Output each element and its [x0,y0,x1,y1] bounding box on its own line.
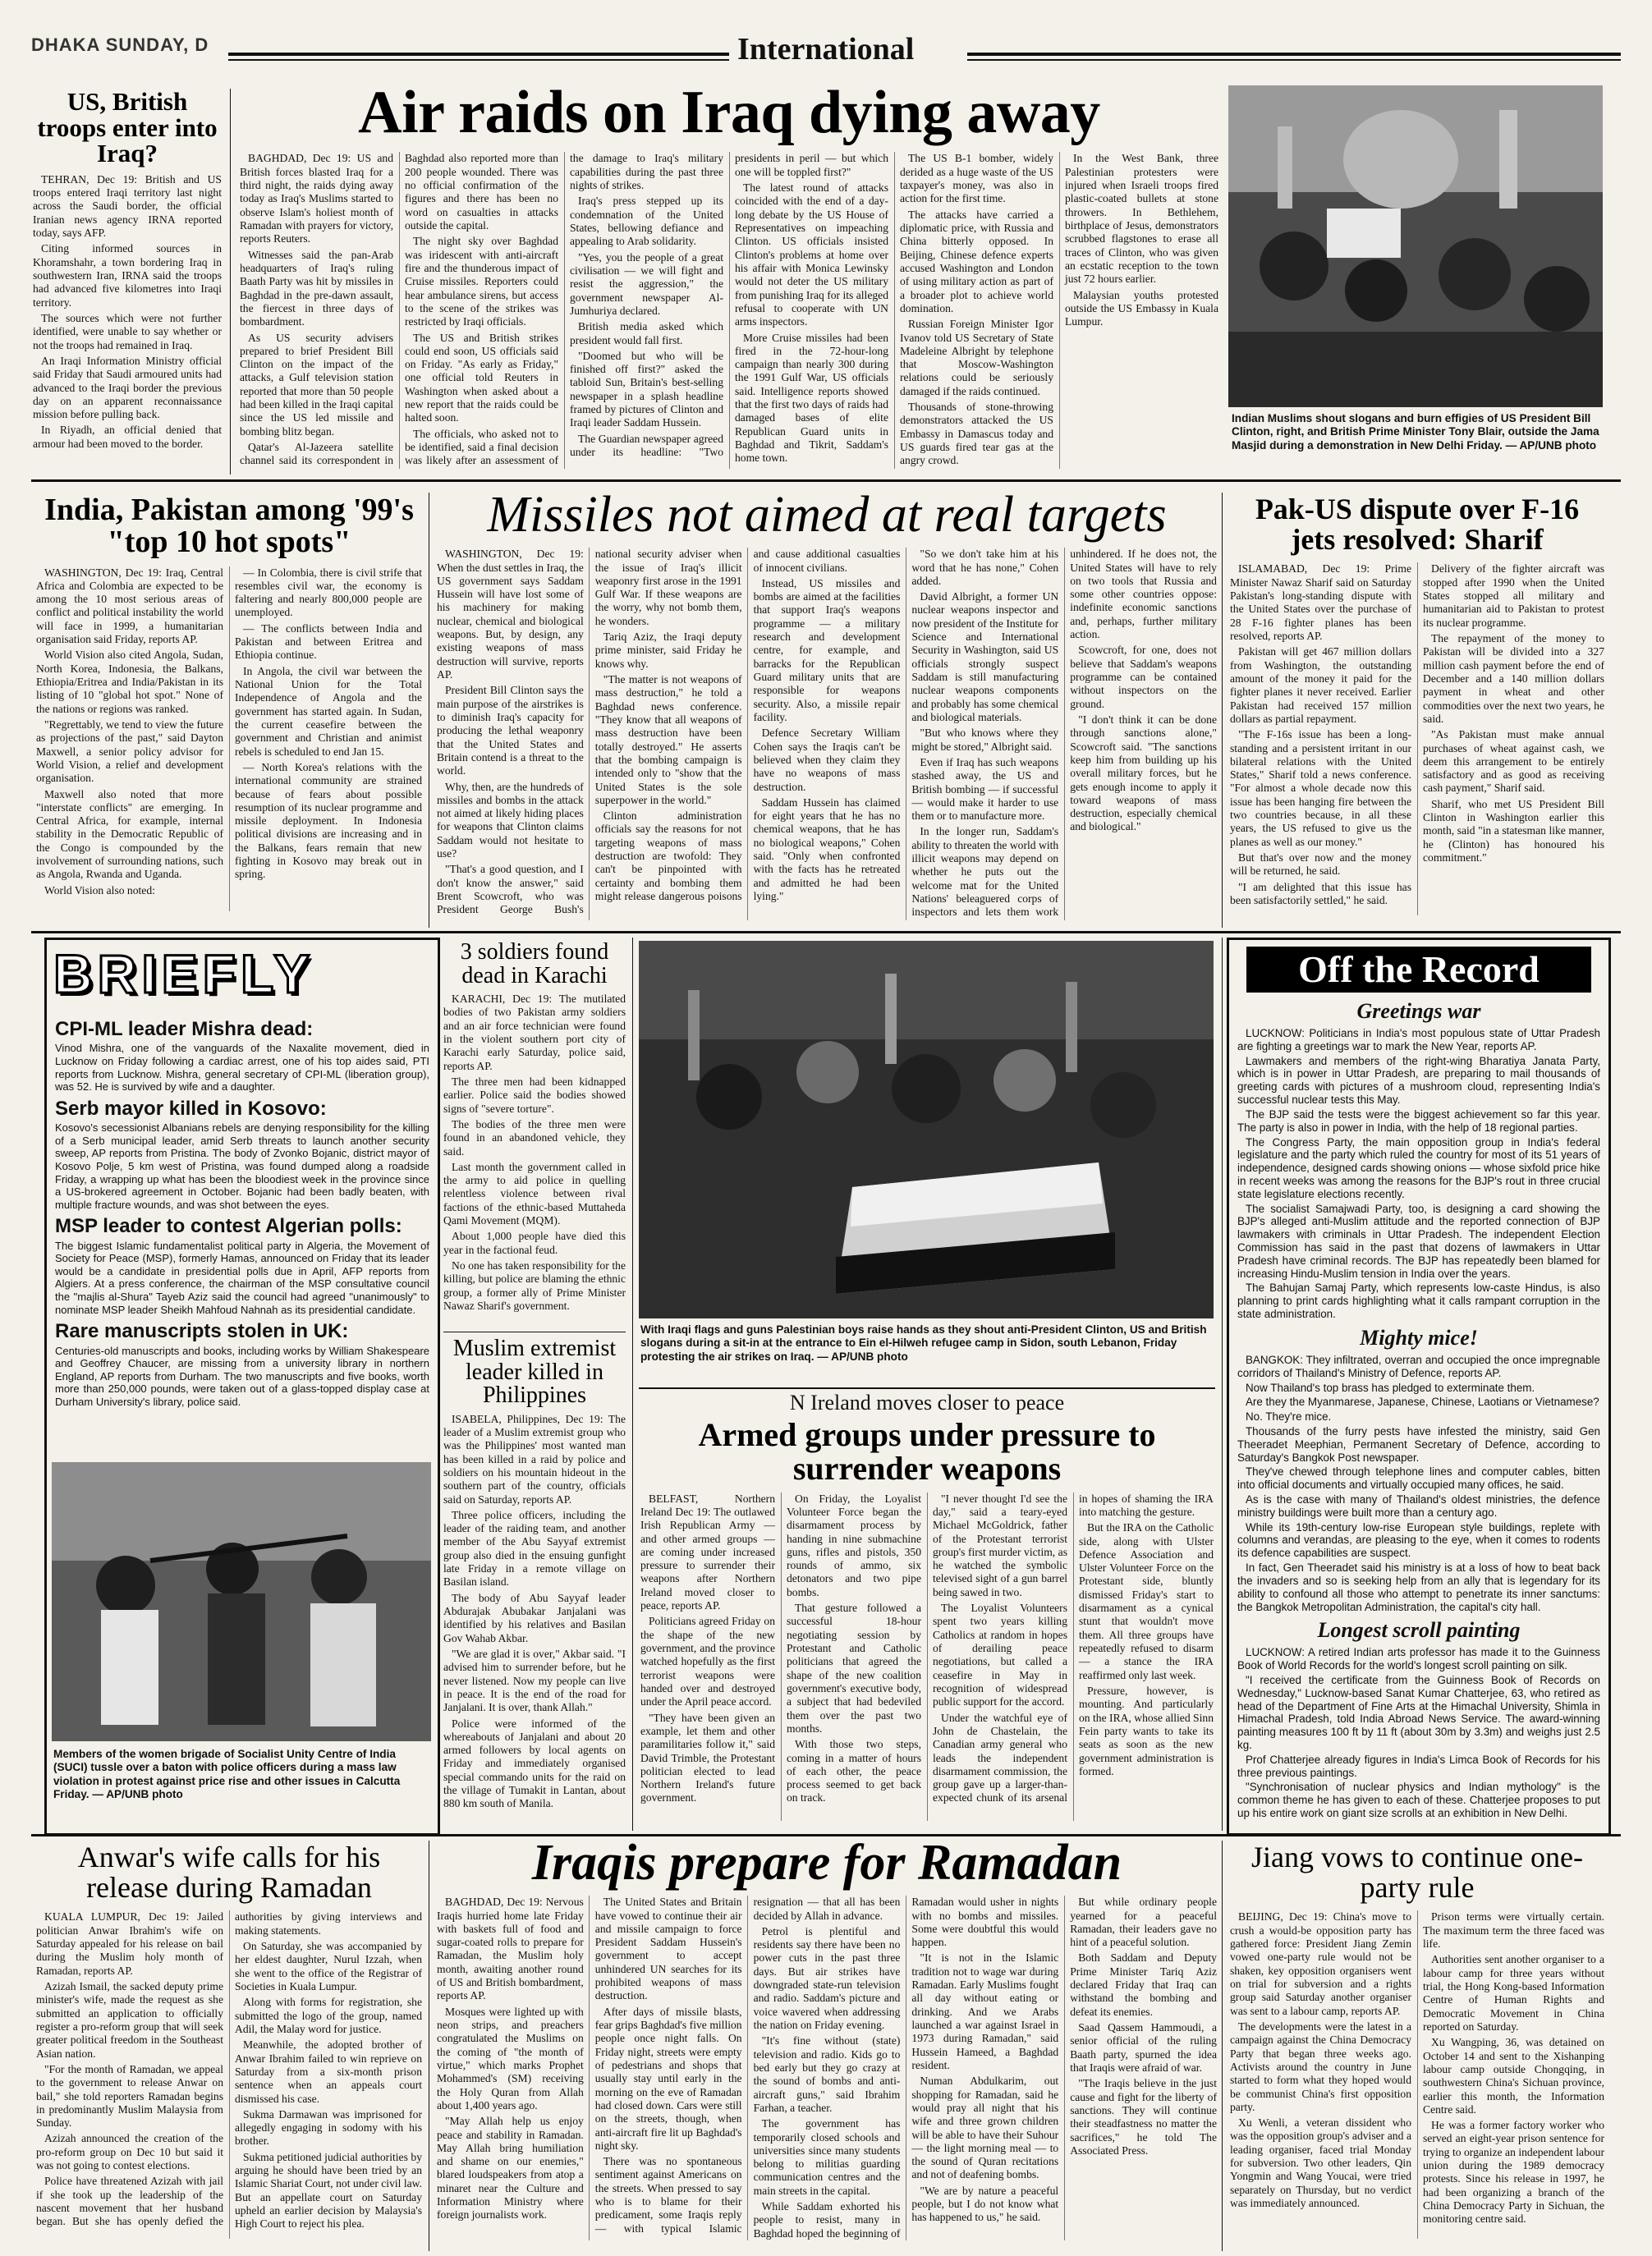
paragraph: BAGHDAD, Dec 19: US and British forces blasted Iraq for a third night, the raids dying away today as Iraq's Muslims started to observe Islam's holiest month of Ramadan with prayers for victory, reports Reuters. [240,152,393,245]
briefly-item-text: The biggest Islamic fundamentalist political party in Algeria, the Movement of Society for Peace (MSP), formerly Hamas, announced on Friday that its leader would be a candidate in presidential polls due in April, AFP reports from Algiers. At a press conference, the chairman of the MSP consultative council the "majlis al-Shura" Tayeb Aziz said the council had agreed "unanimously" to nominate MSP leader Sheikh Mahfoud Nahnah as its presidential candidate. [55,1239,429,1316]
paragraph: The attacks have carried a diplomatic price, with Russia and China bitterly opposed. In Beijing, Chinese defence experts accused Washington and London of using military action as part of a broader plot to achieve world domination. [900,208,1053,314]
paragraph: Malaysian youths protested outside the US Embassy in Kuala Lumpur. [1065,288,1218,328]
paragraph: Iraq's press stepped up its condemnation of the United States, bellowing defiance and appealing to Arab solidarity. [570,195,723,248]
paragraph: — The conflicts between India and Pakistan and between Eritrea and Ethiopia continue. [235,621,422,662]
paragraph: Police have threatened Azizah with jail if she took up the leadership of the nascent movement that her husband began. But she has openly defied the authorities by giving interviews and making statements. [36,1910,422,2228]
paragraph: — In Colombia, there is civil strife that resembles civil war, the economy is faltering and nearly 800,000 people are unemployed. [235,566,422,619]
article-body [437,548,1217,920]
headline: 3 soldiers found dead in Karachi [460,941,609,988]
paragraph: Police were informed of the whereabouts of Janjalani and about 20 armed followers by local agents on Friday and immediately organised special commando units for the raid on the village of Tumakit in Lantan, about 880 km south of Manila. [443,1717,626,1810]
paragraph: The sources which were not further identified, were unable to say whether or not the troops had remained in Iraq. [33,311,222,351]
story-anwar-wife [36,1842,422,2249]
paragraph: Prof Chatterjee already figures in India's Limca Book of Records for his three previous paintings. [1237,1753,1600,1779]
paragraph: With those two steps, coming in a matter of hours of each other, the peace process seemed to get back on track. [787,1738,921,1804]
paragraph: Clinton administration officials say the reasons for not targeting weapons of mass destruction are twofold: They can't be pinpointed with certainty and bombing them might release dangerous poisons and cause additional casualties of innocent civilians. [594,548,901,903]
story-iraqis-ramadan [437,1837,1217,2251]
headline: Armed groups under pressure to surrender weapons [698,1416,1156,1487]
paragraph: Witnesses said the pan-Arab headquarters of Iraq's ruling Baath Party was hit by missiles in Baghdad in the pre-dawn assault, the fiercest in three days of bombardment. [240,248,393,328]
paragraph: The Congress Party, the main opposition group in India's federal legislature and the party which ruled the country for most of its 51 years of independence, designed cards showing onions — whose sixfold price hike in recent weeks was among the reasons for the BJP's rout in three crucial state legislature elections recently. [1237,1135,1600,1200]
off-the-record-subhead: Greetings war [1356,999,1481,1023]
paragraph: "Synchronisation of nuclear physics and Indian mythology" is the common theme he has given to each of these. Chatterjee proposes to put up his entire work on giant size scrolls at an exhibition in New Delhi. [1237,1781,1600,1820]
paragraph: Sharif, who met US President Bill Clinton in Washington earlier this month, said "in a statesman like manner, he (Clinton) has honoured his commitment." [1423,797,1604,864]
paragraph: "The matter is not weapons of mass destruction," he told a Baghdad news conference. "They know that all weapons of mass destruction have been totally destroyed." He asserts that the bombing campaign is intended only to "show that the United States is the sole superpower in the world." [594,673,742,806]
paragraph: "It's fine without (state) television and radio. Kids go to bed early but they go crazy at the sound of bombs and anti-aircraft guns," said Ibrahim Farhan, a teacher. [753,2034,901,2114]
headline: Iraqis prepare for Ramadan [531,1837,1122,1891]
paragraph: In fact, Gen Theeradet said his ministry is at a loss of how to beat back the invaders and so is seeking help from an ally that is legendary for its ability to confound all those who attempt to penetrate its inner sanctums: the Bangkok Metropolitan Administration, the capital's city hall. [1237,1561,1600,1613]
paragraph: World Vision also noted: [44,883,155,896]
paragraph: LUCKNOW: A retired Indian arts professor has made it to the Guinness Book of World Records for the world's longest scroll painting on silk. [1237,1646,1600,1672]
paragraph: TEHRAN, Dec 19: British and US troops entered Iraqi territory last night across the Saudi border, the official Iranian news agency IRNA reported today, says AFP. [33,172,222,240]
paragraph: In the West Bank, three Palestinian protesters were injured when Israeli troops fired plastic-coated bullets at stone throwers. In Bethlehem, birthplace of Jesus, demonstrators scrubbed flagstones to erase all traces of Clinton, who was given an ecstatic reception to the town just 72 hours earlier. [1065,152,1218,286]
paragraph: "So we don't take him at his word that he has none," Cohen added. [911,548,1059,587]
paragraph: Azizah announced the creation of the pro-reform group on Dec 10 but said it was not going to contest elections. [36,2132,223,2172]
photo-palestinian-boys [639,941,1214,1318]
paragraph: Russian Foreign Minister Igor Ivanov told US Secretary of State Madeleine Albright by telephone that Moscow-Washington relations could be seriously damaged if the raids continued. [900,318,1053,397]
paragraph: Sukma Darmawan was imprisoned for allegedly engaging in sodomy with his brother. [235,2107,422,2148]
paragraph: Mosques were lighted up with neon strips, and preachers congratulated the Muslims on the coming of "the month of virtue," which marks Prophet Mohammed's (SM) receiving the Holy Quran from Allah about 1,400 years ago. [437,2005,584,2112]
photo-suci-protest [52,1462,431,1741]
paragraph: "I never thought I'd see the day," said a teary-eyed Michael McGoldrick, father of the Protestant terrorist group's first murder victim, as he watched the symbolic televised sight of a gun barrel being sawed in two. [933,1492,1067,1598]
paragraph: Authorities sent another organiser to a labour camp for three years without trial, the Hong Kong-based Information Centre of Human Rights and Democratic Movement in China reported on Saturday. [1423,1953,1604,2033]
kicker: N Ireland moves closer to peace [789,1391,1065,1415]
section-title: International [737,32,915,66]
paragraph: That gesture followed a successful 18-hour negotiating session by Protestant and Catholic politicians that agreed the shape of the new coalition government's executive body, a subject that had bedeviled them over the past two months. [787,1602,921,1735]
paragraph: In Riyadh, an official denied that armour had been moved to the border. [33,424,222,450]
paragraph: The US B-1 bomber, widely derided as a huge waste of the US taxpayer's money, was also in action for the first time. [900,152,1053,205]
paragraph: Both Saddam and Deputy Prime Minister Tariq Aziz declared Friday that Iraq can withstand the bombing and defeat its enemies. [1070,1951,1217,2018]
paragraph: "But who knows where they might be stored," Albright said. [911,727,1059,753]
story-india-pakistan-hot-spots [36,494,422,929]
paragraph: Along with forms for registration, she submitted the logo of the group, named Adil, the Malay word for justice. [235,1996,422,2035]
paragraph: Last month the government called in the army to aid police in quelling relentless violence between rival factions of the ethnic-based Muttaheda Qami Movement (MQM). [443,1160,626,1227]
paragraph: "It is not in the Islamic tradition not to wage war during Ramadan. Early Muslims fought all day without eating or drinking. And we Arabs launched a war against Israel in 1973 during Ramadan," said Hussein Hameed, a Baghdad resident. [911,1951,1059,2071]
headline: Pak-US dispute over F-16 jets resolved: Sharif [1255,494,1580,556]
briefly-item-headline: CPI-ML leader Mishra dead: [55,1018,314,1040]
paragraph: Delivery of the fighter aircraft was stopped after 1990 when the United States stopped all military and humanitarian aid to Pakistan to protest its nuclear programme. [1423,562,1604,629]
paragraph: Lawmakers and members of the right-wing Bharatiya Janata Party, which is in power in Uttar Pradesh, are preparing to mail thousands of greeting cards with pictures of a mushroom cloud, representing India's successful nuclear tests this May. [1237,1054,1600,1107]
paragraph: Now Thailand's top brass has pledged to exterminate them. [1246,1381,1535,1394]
headline: Jiang vows to continue one-party rule [1251,1842,1583,1904]
paragraph: As is the case with many of Thailand's oldest ministries, the defence ministry buildings were built more than a century ago. [1237,1493,1600,1519]
paragraph: Qatar's Al-Jazeera satellite channel said its correspondent in Baghdad also reported more than 200 people wounded. There was no official confirmation of the figures and there has been no word on casualties in attacks outside the capital. [240,152,558,467]
paragraph: "The Iraqis believe in the just cause and fight for the liberty of sanctions. They will continue their steadfastness no matter the sacrifices," he told The Associated Press. [1070,2077,1217,2157]
paragraph: The Guardian newspaper agreed under its headline: "Two presidents in peril — but which one will be toppled first?" [570,152,888,459]
paragraph: World Vision also cited Angola, Sudan, North Korea, Indonesia, the Balkans, Ethiopia/Eritrea and India/Pakistan in its listing of 10 "global hot spot." None of the nations or regions was ranked. [36,649,223,715]
headline: Anwar's wife calls for his release during Ramadan [77,1842,381,1904]
article-body [1230,562,1604,915]
paragraph: In Angola, the civil war between the National Union for the Total Independence of Angola and the government has started again. In Sudan, the current ceasefire between the government and Christian and animist rebels is scheduled to end Jan 15. [235,664,422,758]
paragraph: Pakistan will get 467 million dollars from Washington, the outstanding amount of the money it paid for the fighter planes it never received. Earlier Pakistan had received 157 million dollars as partial repayment. [1230,645,1411,725]
paragraph: ISABELA, Philippines, Dec 19: The leader of a Muslim extremist group who was the Philippines' most wanted man has been killed in a raid by police and soldiers on his mountain hideout in the southern part of the country, officials said on Saturday, reports AP. [443,1412,626,1506]
photo-caption: Indian Muslims shout slogans and burn effigies of US President Bill Clinton, right, and British Prime Minister Tony Blair, outside the Jama Masjid during a demonstration in New Delhi Friday. — AP/UNB photo [1232,412,1599,452]
paragraph: The BJP said the tests were the biggest achievement so far this year. The party is also in power in India, with the help of 18 regional parties. [1237,1107,1600,1134]
paragraph: No one has taken responsibility for the killing, but police are blaming the ethnic group, a former ally of Prime Minister Nawaz Sharif's government. [443,1259,626,1312]
paragraph: "May Allah help us enjoy peace and stability in Ramadan. May Allah bring humiliation and shame on our enemies," blared loudspeakers from atop a minaret near the Culture and Information Ministry where foreign journalists work. [437,2115,584,2222]
paragraph: "They have been given an example, let them and other paramilitaries follow it," said David Trimble, the Protestant politician elected to lead Northern Ireland's future government. [640,1711,775,1804]
article-body [36,1910,422,2239]
paragraph: The bodies of the three men were found in an abandoned vehicle, they said. [443,1117,626,1158]
headline: Muslim extremist leader killed in Philippines [452,1336,617,1409]
paragraph: But while ordinary people yearned for a peaceful Ramadan, their leaders gave no hint of a peaceful solution. [1070,1896,1217,1949]
paragraph: "As Pakistan must make annual purchases of wheat against cash, we deem this arrangement to be entirely satisfactory and as good as receiving cash payment," Sharif said. [1423,728,1604,795]
article-body [240,152,1218,469]
paragraph: WASHINGTON, Dec 19: When the dust settles in Iraq, the US government says Saddam Hussein will have lost some of his machinery for making nuclear, chemical and biological weapons. But, by design, any existing weapons of mass destruction will survive, reports AP. [437,548,584,681]
story-pak-us-f16 [1230,494,1604,929]
paragraph: Meanwhile, the adopted brother of Anwar Ibrahim failed to win reprieve on Saturday from a six-month prison sentence when an appeals court dismissed his case. [235,2038,422,2105]
paragraph: KARACHI, Dec 19: The mutilated bodies of two Pakistan army soldiers and an air force technician were found in the violent southern port city of Karachi early Saturday, police said, reports AP. [443,993,626,1072]
article-body [1230,1910,1604,2239]
paragraph: The US and British strikes could end soon, US officials said on Friday. "As early as Friday," one official told Reuters in Washington when asked about a new report that the raids could be halted soon. [405,331,558,424]
paragraph: Citing informed sources in Khoramshahr, a town bordering Iraq in southwestern Iran, IRNA said the troops had advanced five kilometres into Iraqi territory. [33,242,222,309]
paragraph: BELFAST, Northern Ireland Dec 19: The outlawed Irish Republican Army — and other armed groups — are coming under increased pressure to surrender their weapons after Northern Ireland moved closer to peace, reports AP. [640,1492,775,1612]
paragraph: As US security advisers prepared to brief President Bill Clinton on the impact of the attacks, a Gulf television station reported that more than 50 people had been killed in the Iraqi capital since the US led missile and bombing blitz began. [240,331,393,438]
paragraph: "For the month of Ramadan, we appeal to the government to release Anwar on bail," she told reporters Ramadan begins in predominantly Muslim Malaysia from Sunday. [36,2062,223,2130]
paragraph: The United States and Britain have vowed to continue their air and missile campaign to force President Saddam Hussein's government to accept unhindered UN searches for its prohibited weapons of mass destruction. [594,1896,742,2002]
article-body [33,173,222,451]
briefly-box [44,938,440,1836]
paragraph: The developments were the latest in a campaign against the China Democracy Party that began three weeks ago. Activists around the country in June started to form what they hoped would be communist China's first opposition party. [1230,2020,1411,2113]
story-missiles-not-aimed [437,489,1217,929]
story-philippines-leader [443,1332,626,1832]
paragraph: BAGHDAD, Dec 19: Nervous Iraqis hurried home late Friday with baskets full of food and sugar-coated rolls to prepare for Ramadan, the Muslim holy month, awaiting another round of US and British bombardment, reports AP. [437,1896,584,2002]
article-body [443,1413,626,1811]
paragraph: The latest round of attacks coincided with the end of a day-long debate by the US House of Representatives on impeaching Clinton. US officials insisted Clinton's problems at home over his affair with Monica Lewinsky would not deter the US military from punishing Iraq for its alleged refusal to cooperate with UN arms inspectors. [735,181,888,328]
article-body [443,993,626,1313]
photo-caption: Members of the women brigade of Socialist Unity Centre of India (SUCI) tussle over a baton with police officers during a mass law violation in protest against price rise and other issues in Calcutta Friday. — AP/UNB photo [53,1748,401,1800]
story-n-ireland-weapons [640,1391,1214,1832]
masthead [31,31,1621,79]
off-the-record-items [1229,993,1608,1820]
paragraph: The Loyalist Volunteers spent two years killing Catholics at random in hopes of derailing peace negotiations, but called a ceasefire in May in recognition of widespread public support for the accord. [933,1602,1067,1708]
paragraph: "Regrettably, we tend to view the future as projections of the past," said Dayton Maxwell, a senior policy advisor for World Vision, a relief and development organisation. [36,718,223,785]
paragraph: "We are glad it is over," Akbar said. "I advised him to surrender before, but he never listened. Now my people can live in peace. It is the end of the road for Janjalani. It is over, thank Allah." [443,1647,626,1714]
article-body [640,1493,1214,1821]
off-the-record-box [1227,938,1611,1836]
briefly-item-headline: MSP leader to contest Algerian polls: [55,1215,402,1238]
paragraph: Xu Wenli, a veteran dissident who was the opposition group's adviser and a leading organiser, faced trial Monday for subversion. Two other leaders, Qin Yongmin and Wang Youcai, were tried separately on Thursday, but no verdict was immediately announced. [1230,2116,1411,2209]
paragraph: An Iraqi Information Ministry official said Friday that Saudi armoured units had advanced to the Iraqi border the previous day on an apparent reconnaissance mission before pulling back. [33,354,222,421]
paragraph: Tariq Aziz, the Iraqi deputy prime minister, said Friday he knows why. [594,630,742,670]
paragraph: Sukma petitioned judicial authorities by arguing he should have been tried by an Islamic Shariat Court, not under civil law. But an appellate court on Saturday upheld an earlier decision by Malaysia's High Court to reject his plea. [235,2150,422,2231]
paragraph: While its 19th-century low-rise European style buildings, replete with columns and verandas, are pleasing to the eye, when it comes to rodents its defence capabilities are suspect. [1237,1520,1600,1560]
paragraph: On Friday, the Loyalist Volunteer Force began the disarmament process by handing in nine submachine guns, rifles and pistols, 350 rounds of ammo, six detonators and two pipe bombs. [787,1492,921,1598]
paragraph: Why, then, are the hundreds of missiles and bombs in the attack not aimed at likely hiding places for weapons that Clinton claims Saddam would not hesitate to use? [437,780,584,860]
briefly-item-headline: Rare manuscripts stolen in UK: [55,1320,349,1343]
headline: US, British troops enter into Iraq? [37,89,218,168]
paragraph: "I am delighted that this issue has been satisfactorily settled," he said. [1230,880,1411,906]
paragraph: Pressure, however, is mounting. And particularly on the IRA, whose allied Sinn Fein party wants to take its seats as soon as the new government administration is formed. [1079,1684,1214,1777]
paragraph: The socialist Samajwadi Party, too, is designing a card showing the BJP's alleged anti-Muslim attitude and the reported connection of BJP lawmakers with criminals in Uttar Pradesh. The independent Election Commission has said in the past that dozens of lawmakers in Uttar Pradesh have criminal records. The BJP has repeatedly been blamed for increasing Hindu-Muslim tension in India over the years. [1237,1202,1600,1280]
paragraph: LUCKNOW: Politicians in India's most populous state of Uttar Pradesh are fighting a greetings war to mark the New Year, reports AP. [1237,1027,1600,1052]
paragraph: "We are by nature a peaceful people, but I do not know what has happened to us," he said. [911,2184,1059,2224]
paragraph: On Saturday, she was accompanied by her eldest daughter, Nurul Izzah, when she went to the office of the Registrar of Societies in Kuala Lumpur. [235,1940,422,1992]
paragraph: Politicians agreed Friday on the shape of the new government, and the province watched hopefully as the first terrorist weapons were handed over and destroyed under the April peace accord. [640,1615,775,1708]
story-karachi-soldiers [443,941,626,1327]
paragraph: The three men had been kidnapped earlier. Police said the bodies showed signs of "severe torture". [443,1075,626,1115]
paragraph: But that's over now and the money will be returned, he said. [1230,851,1411,878]
paragraph: Defence Secretary William Cohen says the Iraqis can't be believed when they claim they have no weapons of mass destruction. [753,727,901,793]
paragraph: "That's a good question, and I don't know the answer," said Brent Scowcroft, who was President George Bush's national security adviser when the issue of Iraq's illicit weaponry first arose in the 1991 Gulf War. If these weapons are the worry, why not bomb them, he wonders. [437,548,742,916]
paragraph: In the longer run, Saddam's ability to threaten the world with illicit weapons may depend on whether he puts out the welcome mat for the United Nations' beleaguered corps of inspectors and lets them work unhindered. If he does not, the United States will have to rely on two tools that Russia and some other countries oppose: indefinite economic sanctions and, perhaps, further military action. [911,548,1217,919]
paragraph: Thousands of stone-throwing demonstrators attacked the US Embassy in Damascus today and US guards fired tear gas at the angry crowd. [900,401,1053,467]
paragraph: "Doomed but who will be finished off first?" asked the tabloid Sun, Britain's best-selling newspaper in a splash headline framed by pictures of Clinton and Iraqi leader Saddam Hussein. [570,349,723,429]
paragraph: The repayment of the money to Pakistan will be divided into a 327 million cash payment before the end of December and a 140 million dollars payment in wheat and other commodities over the next two years, he said. [1423,632,1604,725]
paragraph: While Saddam exhorted his people to resist, many in Baghdad hoped the beginning of Ramadan would usher in nights with no bombs and missiles. Some were doubtful this would happen. [753,1896,1059,2240]
paragraph: Scowcroft, for one, does not believe that Saddam's weapons programme can be contained without inspectors on the ground. [1070,644,1217,710]
story-jiang-one-party [1230,1842,1604,2249]
paragraph: More Cruise missiles had been fired in the 72-hour-long campaign than nearly 300 during the 1991 Gulf War, US officials said. Intelligence reports showed that the first two days of raids had damaged bases of elite Republican Guard units in Baghdad and Tikrit, Saddam's home town. [735,331,888,465]
off-the-record-logo: Off the Record [1246,947,1591,993]
paragraph: Xu Wangping, 36, was detained on October 14 and sent to the Xishanping labour camp outside Chongqing, in southwestern China's Sichuan province, earlier this month, the Information Centre said. [1423,2036,1604,2116]
paragraph: "Yes, you the people of a great civilisation — we will fight and resist the aggression," the government newspaper Al-Jumhuriya declared. [570,250,723,317]
photo-indian-muslims-protest [1228,85,1603,407]
paragraph: Prison terms were virtually certain. The maximum term the three faced was life. [1423,1910,1604,1951]
paragraph: They've chewed through telephone lines and computer cables, bitten into official documents and virtually occupied many offices, he said. [1237,1465,1600,1492]
paragraph: David Albright, a former UN nuclear weapons inspector and now president of the Institute for Science and International Security in Washington, said US officials strongly suspect Saddam is still manufacturing nuclear weapons components and probably has some chemical and biological materials. [911,590,1059,723]
paragraph: No. They're mice. [1246,1410,1332,1424]
paragraph: WASHINGTON, Dec 19: Iraq, Central Africa and Colombia are expected to be among the 10 most serious areas of conflict and political instability the world will face in 1999, a humanitarian organisation said Friday, reports AP. [36,566,223,646]
article-body [437,1896,1217,2240]
paragraph: ISLAMABAD, Dec 19: Prime Minister Nawaz Sharif said on Saturday Pakistan's long-standing dispute with the United States over the purchase of 28 F-16 fighter planes has been resolved, reports AP. [1230,562,1411,642]
paragraph: President Bill Clinton says the main purpose of the airstrikes is to diminish Iraq's capacity for producing the lethal weaponry that the United States and Britain contend is a threat to the world. [437,684,584,777]
briefly-item-headline: Serb mayor killed in Kosovo: [55,1097,327,1120]
paragraph: Petrol is plentiful and residents say there have been no power cuts in the past three days. But air strikes have downgraded state-run television and radio. Saddam's picture and voice wavered when addressing the nation on Friday evening. [753,1924,901,2032]
paragraph: The night sky over Baghdad was iridescent with anti-aircraft fire and the thunderous impact of Cruise missiles. Reporters could hear ambulance sirens, but access to the scene of the strikes was restricted by Iraqi officials. [405,235,558,328]
headline: Air raids on Iraq dying away [358,82,1100,146]
headline: Missiles not aimed at real targets [487,489,1167,543]
paragraph: The body of Abu Sayyaf leader Abdurajak Abubakar Janjalani was identified by his relatives and Basilan Gov Wahab Akbar. [443,1591,626,1644]
briefly-item-text: Kosovo's secessionist Albanians rebels are denying responsibility for the killing of a Serb municipal leader, amid Serb threats to launch another security sweep, AP reports from Pristina. The body of Zvonko Bojanic, district mayor of Kosovo Polje, 5 km west of Pristina, was found dumped along a roadside Friday, a wrapping up what has been the bloodiest week in the province since a US-brokered agreement in October. Bojanic had been badly beaten, with multiple fracture wounds, and was shot between the eyes. [55,1121,429,1211]
paragraph: Saddam Hussein has claimed for eight years that he has no chemical weapons, that he has no biological weapons," Cohen said. "Only when confronted with the facts has he retreated and admitted he had been lying." [753,796,901,903]
paragraph: — North Korea's relations with the international community are strained because of fears about possible resumption of its nuclear programme and missile deployment. In Indonesia political divisions are increasing and in the Balkans, fears remain that new fighting in Kosovo may break out in spring. [235,760,422,881]
paragraph: Are they the Myanmarese, Japanese, Chinese, Laotians or Vietnamese? [1246,1396,1599,1409]
paragraph: About 1,000 people have died this year in the factional feud. [443,1230,626,1256]
paragraph: Three police officers, including the leader of the raiding team, and another member of the Abu Sayyaf extremist group also died in the ensuing gunfight late Friday in a remote village on Basilan island. [443,1508,626,1589]
paragraph: KUALA LUMPUR, Dec 19: Jailed politician Anwar Ibrahim's wife on Saturday appealed for his release on bail during the Muslim holy month of Ramadan, reports AP. [36,1910,223,1977]
article-body [36,566,422,911]
masthead-dateline: DHAKA SUNDAY, D [31,34,209,55]
story-us-british-troops [33,89,222,475]
paragraph: BEIJING, Dec 19: China's move to crush a would-be opposition party has gathered force: President Jiang Zemin vowed one-party rule would not be shaken, key opposition organisers went on trial for subversion and a rights group said Saturday another organiser was sent to a labour camp, reports AP. [1230,1910,1411,2017]
paragraph: Even if Iraq has such weapons stashed away, the US and British bombing — if successful — would make it harder to use them or to manufacture more. [911,755,1059,823]
paragraph: He was a former factory worker who served an eight-year prison sentence for trying to organize an independent labour union during the 1989 democracy protests. Since his release in 1997, he had been organizing a branch of the China Democracy Party in Sichuan, the monitoring centre said. [1423,2119,1604,2226]
paragraph: There was no spontaneous sentiment against Americans on the streets. When pressed to say who is to blame for their predicament, some Iraqis reply — with typical Islamic resignation — that all has been decided by Allah in advance. [594,1896,901,2235]
paragraph: The officials, who asked not to be identified, said a final decision was likely after an assessment of the damage to Iraq's military capabilities during the past three nights of strikes. [405,152,723,467]
paragraph: Under the watchful eye of John de Chastelain, the Canadian army general who leads the independent disarmament commission, the group gave up a larger-than-expected chunk of its arsenal in hopes of shaming the IRA into matching the gesture. [933,1492,1214,1804]
briefly-item-text: Centuries-old manuscripts and books, including works by William Shakespeare and Geoffrey Chaucer, are missing from a university library in northern England, AP reports from Durham. The two manuscripts and five books, worth more than 250,000 pounds, were taken out of a glass-topped display case at Durham University's library, police said. [55,1344,429,1409]
paragraph: After days of missile blasts, fear grips Baghdad's five million people once night falls. On Friday night, streets were empty of pedestrians and shops that usually stay until early in the morning on the eve of Ramadan had closed down. Cars were still on the streets, though, when anti-aircraft fire lit up Baghdad's night sky. [594,2005,742,2152]
paragraph: Azizah Ismail, the sacked deputy prime minister's wife, made the request as she submitted an application to officially register a pro-reform group that will seek greater political freedom in the Southeast Asian nation. [36,1980,223,2060]
paragraph: Maxwell also noted that more "interstate conflicts" are emerging. In Central Africa, for example, internal stability in the Democratic Republic of the Congo is compounded by the involvement of surrounding nations, such as Angola, Rwanda and Uganda. [36,787,223,881]
paragraph: "I don't think it can be done through sanctions alone," Scowcroft said. "The sanctions keep him from building up his overall military forces, but he gets enough income to apply it toward weapons of mass destruction, especially chemical and biological." [1070,713,1217,833]
briefly-item-text: Vinod Mishra, one of the vanguards of the Naxalite movement, died in Lucknow on Friday following a cardiac arrest, one of his top aides said, PTI reports from Lucknow. Mishra, general secretary of CPI-ML (liberation group), was 52. He is survived by wife and a daughter. [55,1042,429,1094]
story-air-raids [240,82,1218,475]
off-the-record-subhead: Mighty mice! [1360,1325,1478,1350]
paragraph: BANGKOK: They infiltrated, overran and occupied the once impregnable corridors of Thailand's Ministry of Defence, reports AP. [1237,1353,1600,1379]
paragraph: Instead, US missiles and bombs are aimed at the facilities that support Iraq's weapons programme — a military research and development centre, for example, and barracks for the Republican Guard military units that are responsible for weapons security. Also, a missile repair facility. [753,576,901,723]
paragraph: Numan Abdulkarim, out shopping for Ramadan, said he would pray all night that his wife and three grown children will be able to have their Suhour — the light morning meal — to the sound of Quran recitations and not of deafening bombs. [911,2075,1059,2181]
paragraph: Thousands of the furry pests have infested the ministry, said Gen Theeradet Meephian, Permanent Secretary of Defence, according to Saturday's Bangkok Post newspaper. [1237,1424,1600,1464]
paragraph: Saad Qassem Hammoudi, a senior official of the ruling Baath party, spurned the idea that Iraqis were afraid of war. [1070,2021,1217,2074]
paragraph: "The F-16s issue has been a long-standing and a persistent irritant in our bilateral relations with the United States," Sharif told a news conference. "For almost a whole decade now this issue has been hanging fire between the two countries because, in all these years, the US refused to give us the planes as well as our money." [1230,728,1411,848]
paragraph: British media asked which president would fall first. [570,320,723,346]
paragraph: The Bahujan Samaj Party, which represents low-caste Hindus, is also planning to print cards highlighting what it calls rampant corruption in the state administration. [1237,1282,1600,1321]
off-the-record-subhead: Longest scroll painting [1317,1618,1521,1643]
paragraph: The government has temporarily closed schools and universities since many students belong to militias guarding communication centres and the main streets in the capital. [753,2117,901,2197]
photo-caption: With Iraqi flags and guns Palestinian boys raise hands as they shout anti-President Clinton, US and British slogans during a sit-in at the entrance to Ein el-Hilweh refugee camp in Sidon, south Lebanon, Friday protesting the air strikes on Iraq. — AP/UNB photo [640,1323,1207,1363]
paragraph: "I received the certificate from the Guinness Book of Records on Wednesday," Lucknow-based Sanat Kumar Chatterjee, 63, who retired as head of the Department of Fine Arts at the Himachal University, Shimla in Himachal Pradesh, told India Abroad News Service. The award-winning painting measures 100 ft by 11 ft (about 30m by 3.3m) and weighs just 2.5 kg. [1237,1673,1600,1751]
briefly-logo: BRIEFLY [53,943,315,1004]
headline: India, Pakistan among '99's "top 10 hot spots" [44,494,414,559]
paragraph: But the IRA on the Catholic side, along with Ulster Defence Association and Ulster Volunteer Force on the Protestant side, bluntly dismissed Friday's start to disarmament as a cynical stunt that wouldn't move them. All three groups have repeatedly refused to disarm — a stance the IRA reaffirmed only last week. [1079,1521,1214,1681]
